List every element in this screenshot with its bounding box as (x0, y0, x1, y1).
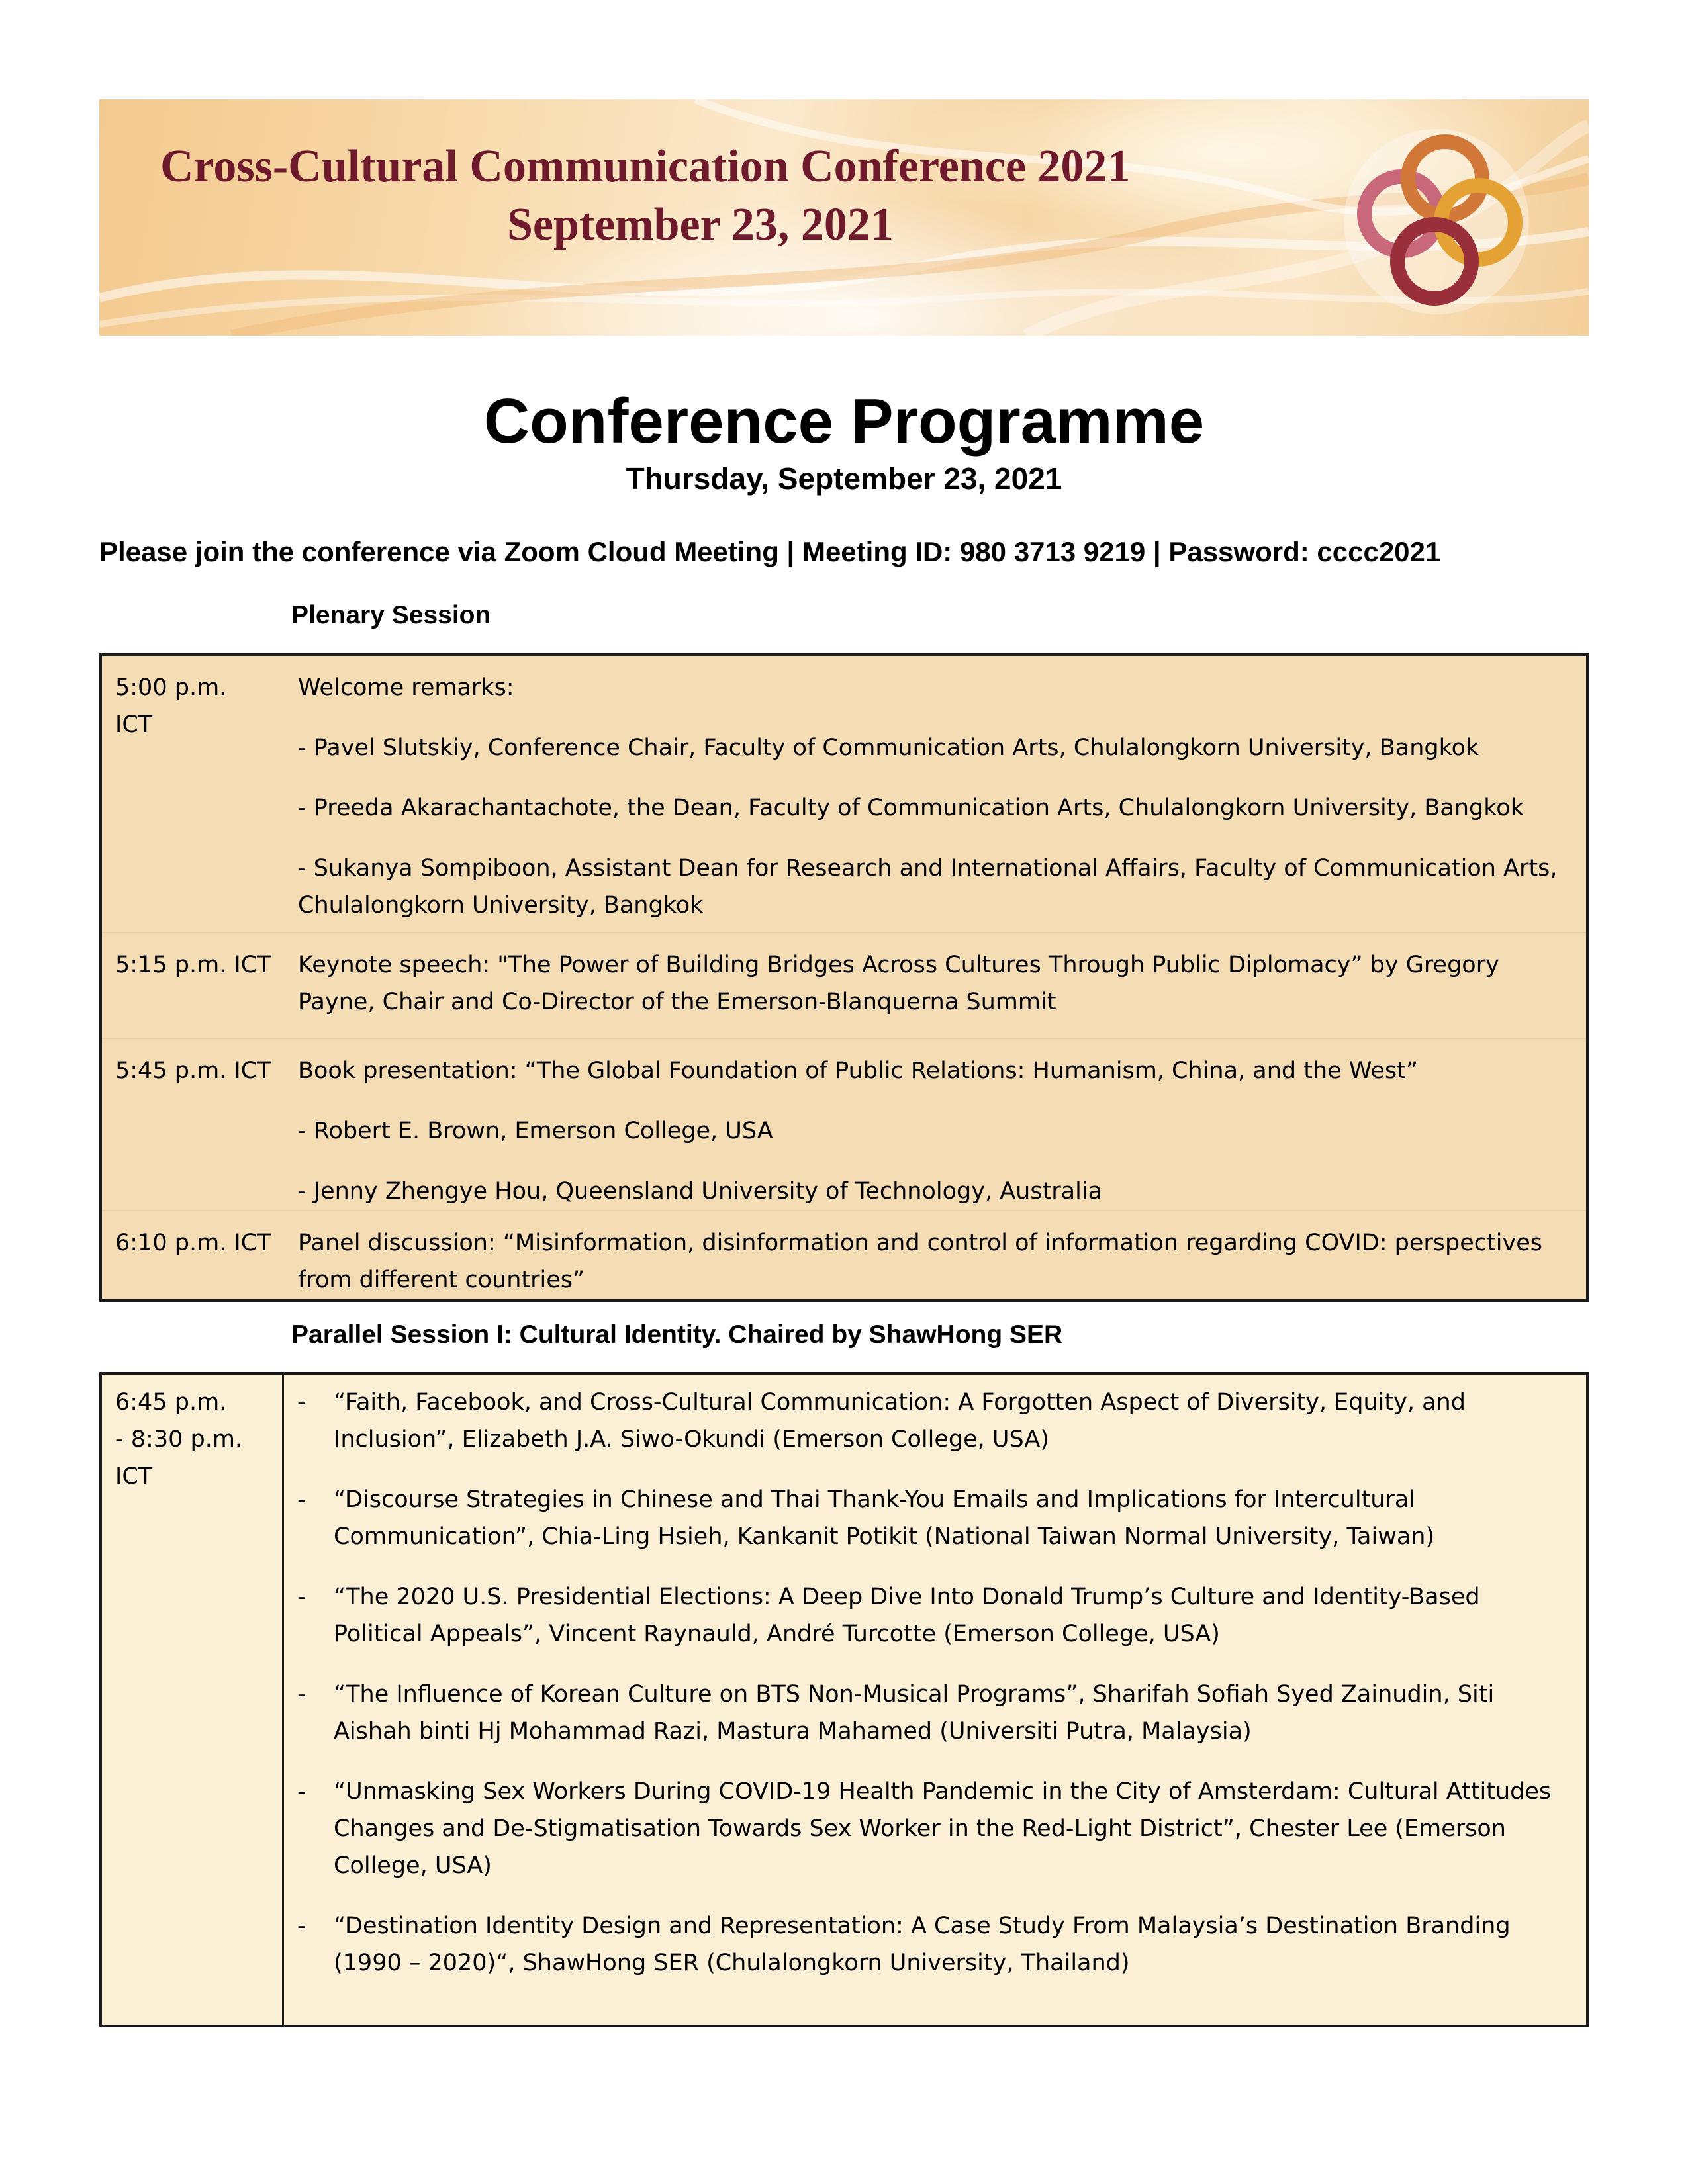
plenary-schedule-table (99, 653, 1589, 1302)
plenary-session-heading: Plenary Session (291, 601, 491, 629)
time-text: 5:15 p.m. ICT (115, 952, 271, 978)
description-line: - Robert E. Brown, Emerson College, USA (298, 1118, 773, 1144)
list-bullet: - (297, 1778, 306, 1805)
description-line: - Jenny Zhengye Hou, Queensland University of Technology, Australia (298, 1178, 1103, 1205)
time-text: 6:10 p.m. ICT (115, 1230, 271, 1256)
page-subtitle: Thursday, September 23, 2021 (626, 461, 1062, 496)
time-cell (101, 1373, 283, 2026)
time-text: 5:45 p.m. ICT (115, 1058, 271, 1084)
description-line: Panel discussion: “Misinformation, disinformation and control of information regarding COVID: perspectives from different countries” (298, 1230, 1542, 1293)
paper-text: “The Influence of Korean Culture on BTS Non-Musical Programs”, Sharifah Sofiah Syed Zainudin, Siti Aishah binti Hj Mohammad Razi, Mastura Mahamed (Universiti Putra, Malaysia) (334, 1681, 1495, 1745)
paper-item (295, 1907, 1560, 1981)
banner-date: September 23, 2021 (507, 199, 894, 250)
list-bullet: - (297, 1389, 306, 1416)
description-line: Keynote speech: "The Power of Building Bridges Across Cultures Through Public Diplomacy” by Gregory Payne, Chair and Co-Director of the Emerson-Blanquerna Summit (298, 952, 1499, 1015)
paper-item (295, 1481, 1560, 1555)
time-cell (101, 1038, 285, 1210)
paper-item (295, 1384, 1560, 1458)
description-line: Welcome remarks: (298, 674, 514, 701)
description-line: Book presentation: “The Global Foundation of Public Relations: Humanism, China, and the West” (298, 1058, 1418, 1084)
paper-text: “The 2020 U.S. Presidential Elections: A Deep Dive Into Donald Trump’s Culture and Identity-Based Political Appeals”, Vincent Raynauld, André Turcotte (Emerson College, USA) (334, 1584, 1480, 1647)
table-row (101, 933, 1587, 1038)
zoom-meeting-info: Please join the conference via Zoom Cloud Meeting | Meeting ID: 980 3713 9219 | Password: cccc2021 (99, 536, 1441, 567)
page-title: Conference Programme (483, 386, 1205, 457)
conference-banner (99, 99, 1589, 336)
time-text: - 8:30 p.m. (115, 1426, 243, 1453)
paper-text: “Faith, Facebook, and Cross-Cultural Communication: A Forgotten Aspect of Diversity, Equity, and Inclusion”, Elizabeth J.A. Siwo-Okundi (Emerson College, USA) (334, 1389, 1466, 1453)
description-cell (285, 1038, 1587, 1210)
description-line: - Sukanya Sompiboon, Assistant Dean for Research and International Affairs, Faculty of Communication Arts, Chulalongkorn University, Bangkok (298, 855, 1558, 919)
time-cell (101, 655, 285, 933)
table-row (101, 655, 1587, 933)
description-cell (285, 655, 1587, 933)
time-text: ICT (115, 711, 153, 738)
description-cell (285, 933, 1587, 1038)
list-bullet: - (297, 1486, 306, 1513)
description-line: - Pavel Slutskiy, Conference Chair, Faculty of Communication Arts, Chulalongkorn University, Bangkok (298, 735, 1479, 761)
time-text: 6:45 p.m. (115, 1389, 227, 1416)
description-cell (285, 1210, 1587, 1300)
time-text: ICT (115, 1463, 153, 1490)
table-row (101, 1373, 1587, 2026)
paper-text: “Destination Identity Design and Representation: A Case Study From Malaysia’s Destination Branding (1990 – 2020)“, ShawHong SER (Chulalongkorn University, Thailand) (334, 1913, 1511, 1976)
time-cell (101, 933, 285, 1038)
parallel-session-heading: Parallel Session I: Cultural Identity. Chaired by ShawHong SER (291, 1320, 1063, 1349)
paper-text: “Discourse Strategies in Chinese and Thai Thank-You Emails and Implications for Intercultural Communication”, Chia-Ling Hsieh, Kankanit Potikit (National Taiwan Normal University, Taiwan) (334, 1486, 1435, 1550)
paper-text: “Unmasking Sex Workers During COVID-19 Health Pandemic in the City of Amsterdam: Cultural Attitudes Changes and De-Stigmatisation Towards Sex Worker in the Red-Light District”, Chester Lee (Emerson College, USA) (334, 1778, 1552, 1879)
paper-item (295, 1578, 1560, 1653)
table-row (101, 1038, 1587, 1210)
parallel-session-table (99, 1372, 1589, 2027)
paper-item (295, 1676, 1560, 1750)
time-text: 5:00 p.m. (115, 674, 227, 701)
banner-title: Cross-Cultural Communication Conference 2021 (160, 141, 1131, 192)
list-bullet: - (297, 1681, 306, 1707)
list-bullet: - (297, 1584, 306, 1610)
conference-logo-icon (1340, 126, 1532, 318)
time-cell (101, 1210, 285, 1300)
description-line: - Preeda Akarachantachote, the Dean, Faculty of Communication Arts, Chulalongkorn University, Bangkok (298, 795, 1524, 821)
list-bullet: - (297, 1913, 306, 1939)
table-row (101, 1210, 1587, 1300)
papers-cell (283, 1373, 1588, 2026)
paper-item (295, 1773, 1560, 1884)
